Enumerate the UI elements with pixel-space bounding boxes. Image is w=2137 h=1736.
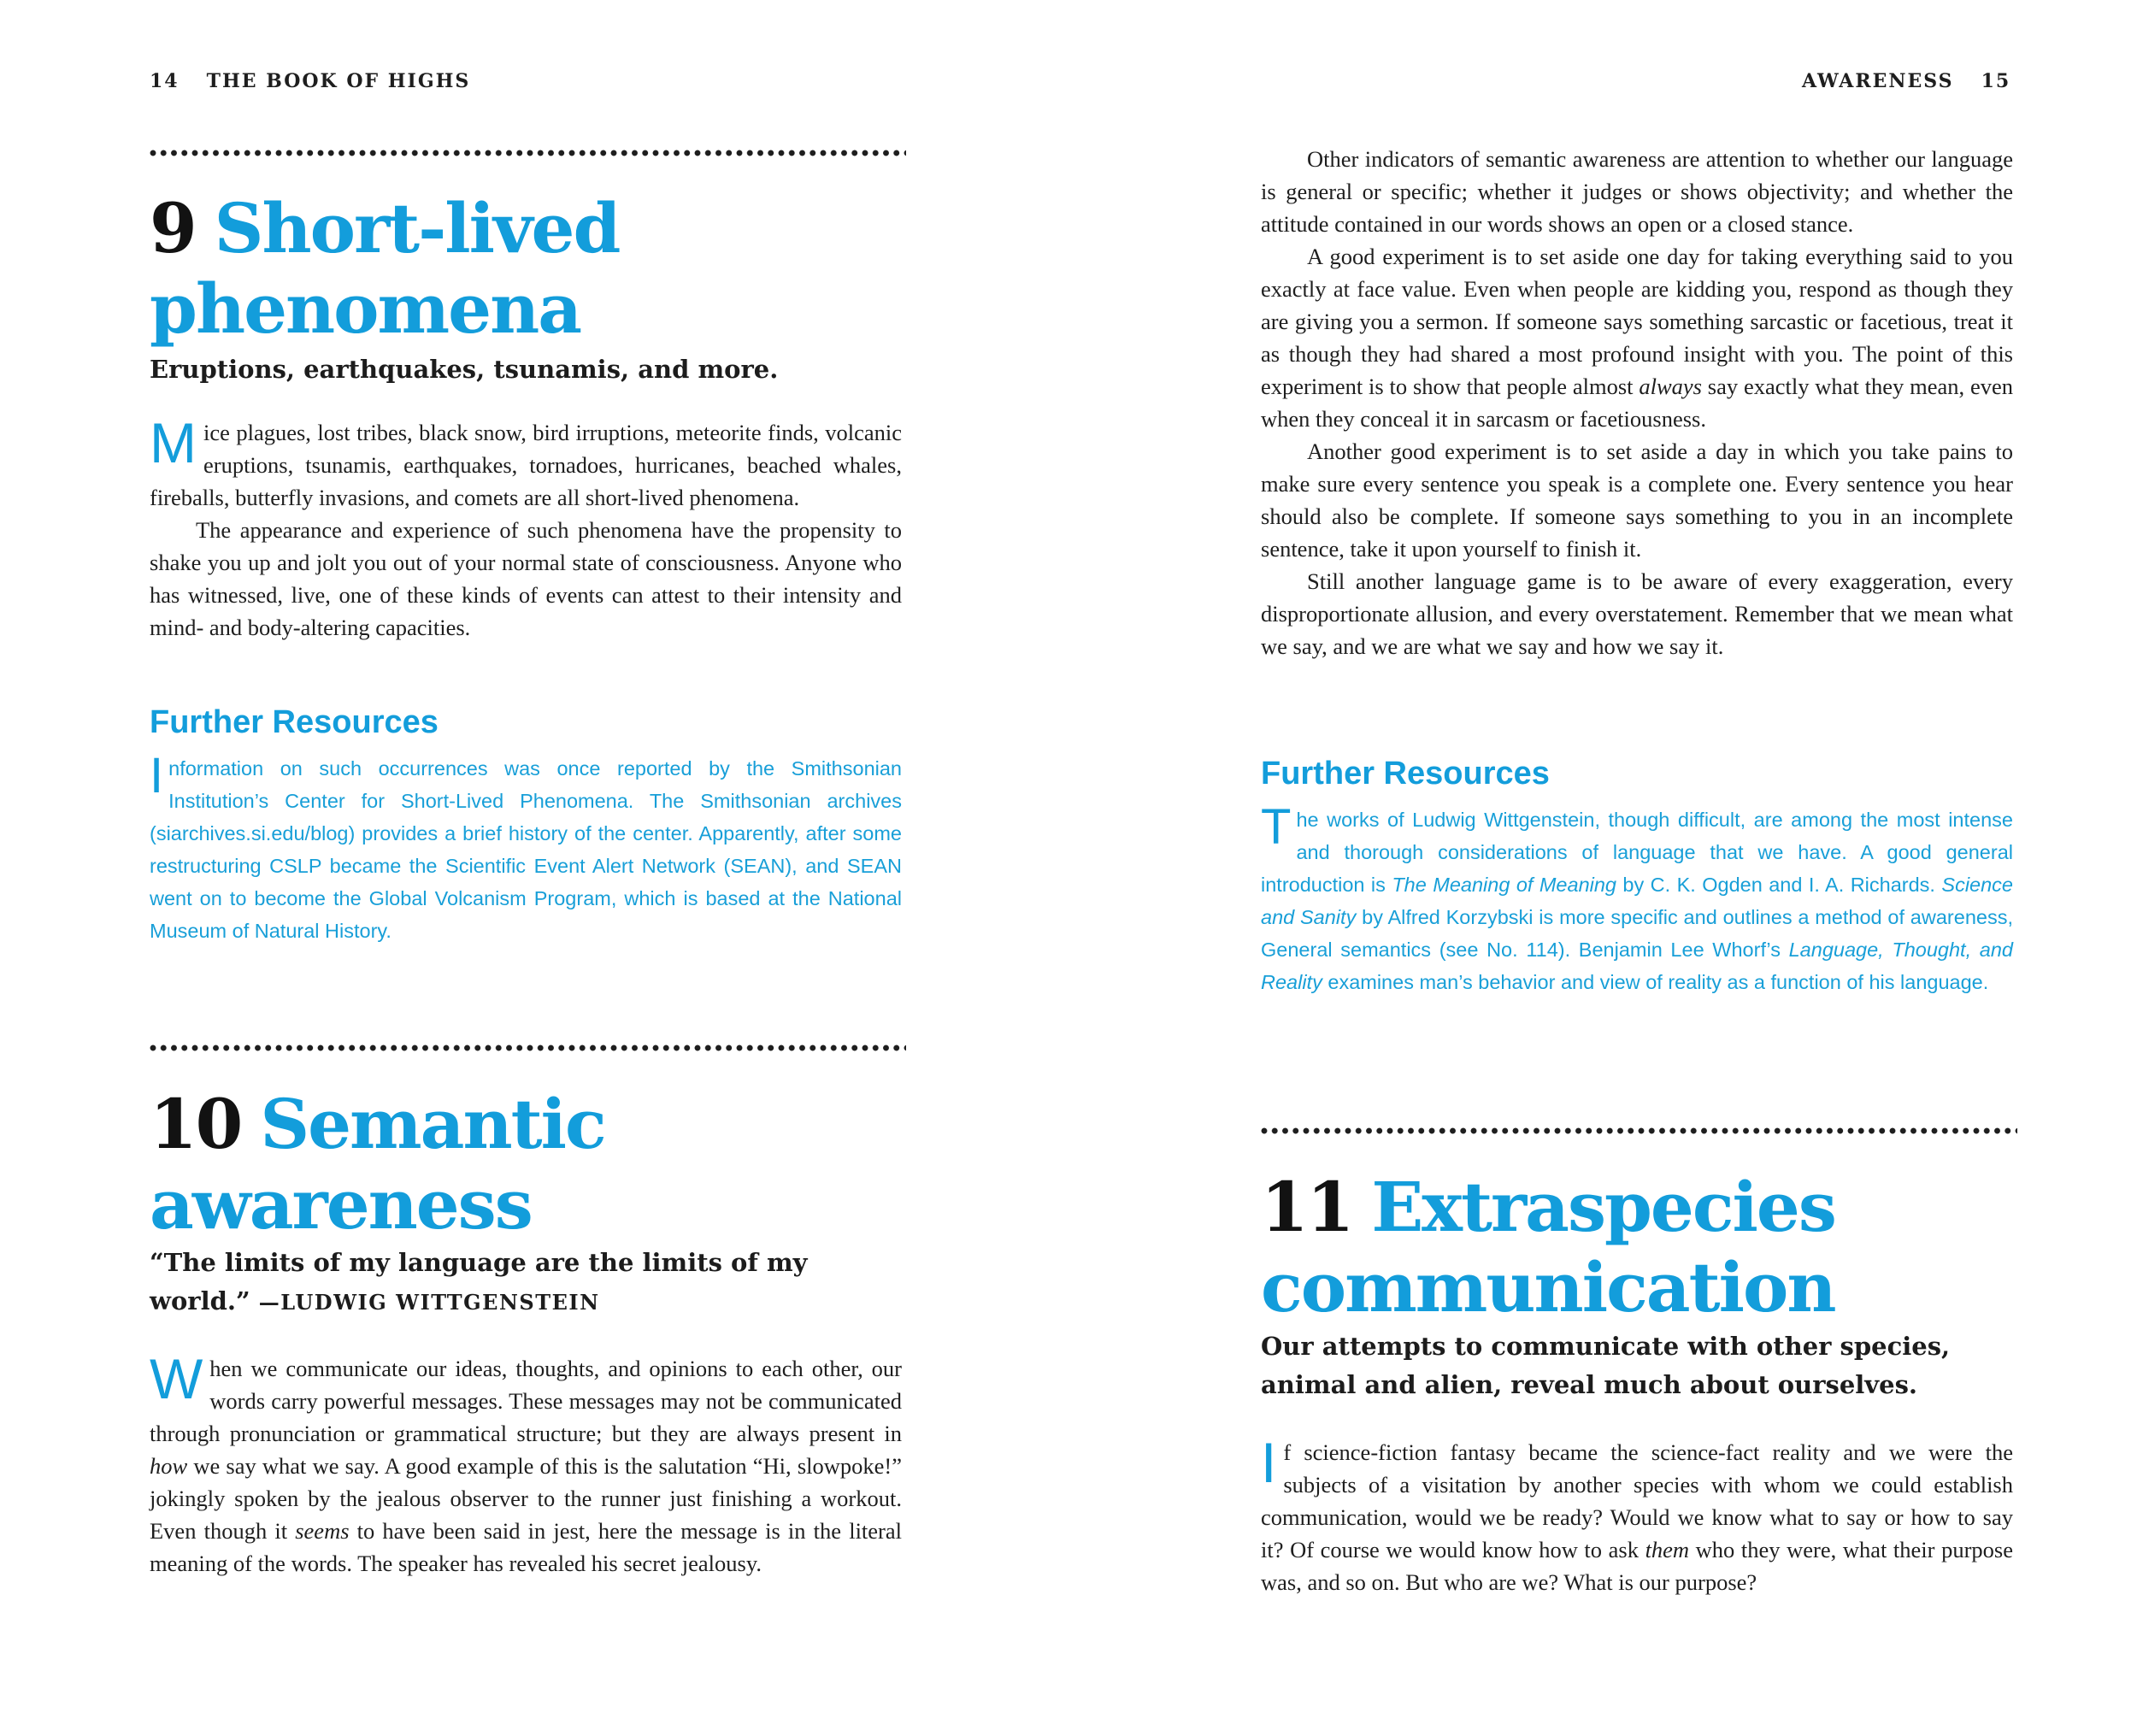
section-9-heading: [150, 188, 619, 349]
section-divider: [150, 150, 906, 156]
page-number: 14: [150, 70, 180, 92]
section-epigraph: [150, 1244, 902, 1321]
left-page: [0, 0, 1068, 1736]
book-title: THE BOOK OF HIGHS: [206, 70, 471, 92]
section-divider: [150, 1045, 906, 1051]
section-10-heading: [150, 1084, 605, 1245]
semantic-awareness-continued: [1261, 143, 2013, 662]
drop-cap: M: [150, 411, 197, 474]
section-number: 11: [1261, 1167, 1353, 1247]
section-10-body: [150, 1347, 903, 1580]
drop-cap: I: [1261, 1431, 1277, 1494]
section-11-body: [1261, 1431, 2013, 1598]
drop-cap: I: [150, 748, 164, 803]
page-number: 15: [1981, 70, 2011, 92]
section-title: Short-lived: [214, 188, 620, 268]
section-title: Extraspecies: [1371, 1167, 1835, 1247]
epigraph-quote: “The limits of my language are the limits of my world.”: [150, 1248, 808, 1315]
section-number: 10: [150, 1084, 242, 1164]
drop-cap: W: [150, 1347, 203, 1410]
body-paragraph: Mice plagues, lost tribes, black snow, bird irruptions, meteorite finds, volcanic eruptions, tsunamis, earthquakes, tornadoes, hurricanes, beached whales, fireballs, butterfly invasions, and comets are all short-lived phenomena.: [150, 411, 902, 510]
right-page: [1068, 0, 2137, 1736]
body-paragraph: Another good experiment is to set aside a day in which you take pains to make sure every sentence you speak is a complete one. Every sentence you hear should also be complete. If someone says something to you in an incomplete sentence, take it upon yourself to finish it.: [1261, 438, 2013, 562]
section-divider: [1261, 1127, 2017, 1134]
section-running-title: AWARENESS: [1802, 70, 1954, 92]
section-9-body: [150, 411, 902, 644]
section-title: communication: [1261, 1247, 1835, 1327]
further-resources-heading: Further Resources: [150, 704, 439, 740]
section-number: 9: [150, 188, 196, 268]
section-title: awareness: [150, 1164, 532, 1245]
body-paragraph: If science-fiction fantasy became the science-fact reality and we were the subjects of a visitation by another species with whom we could establish communication, would we be ready? Would we know what to say or how to say it? Of course we would know how to ask them who they were, what their purpose was, and so on. But who are we? What is our purpose?: [1261, 1431, 2013, 1595]
running-head-left: [150, 70, 470, 92]
body-paragraph: The appearance and experience of such phenomena have the propensity to shake you up and jolt you out of your normal state of consciousness. Anyone who has witnessed, live, one of these kinds of events can attest to their intensity and mind- and body-altering capacities.: [150, 517, 902, 640]
running-head-right: [1802, 70, 2010, 92]
section-title: phenomena: [150, 268, 581, 349]
further-resources-heading: Further Resources: [1261, 756, 1550, 791]
body-paragraph: When we communicate our ideas, thoughts, and opinions to each other, our words carry powerful messages. These messages may not be communicated through pronunciation or grammatical structure; but they are always present in how we say what we say. A good example of this is the salutation “Hi, slowpoke!” jokingly spoken by the jealous observer to the runner just finishing a workout. Even though it seems to have been said in jest, here the message is in the literal meaning of the words. The speaker has revealed his secret jealousy.: [150, 1347, 903, 1576]
section-subtitle: Our attempts to communicate with other species, animal and alien, reveal much about ourselves.: [1261, 1332, 1951, 1399]
body-paragraph: Still another language game is to be aware of every exaggeration, every disproportionate allusion, and every overstatement. Remember that we mean what we say, and we are what we say and how we say it.: [1261, 568, 2013, 659]
drop-cap: T: [1261, 799, 1292, 855]
section-subtitle: Eruptions, earthquakes, tsunamis, and more.: [150, 355, 779, 384]
epigraph-attribution: —LUDWIG WITTGENSTEIN: [258, 1290, 600, 1315]
further-resources-text: Information on such occurrences was once reported by the Smithsonian Institution’s Center for Short-Lived Phenomena. The Smithsonian archives (siarchives.si.edu/blog) provides a brief history of the center. Apparently, after some restructuring CSLP became the Scientific Event Alert Network (SEAN), and SEAN went on to become the Global Volcanism Program, which is based at the National Museum of Natural History.: [150, 748, 902, 942]
body-paragraph: A good experiment is to set aside one day for taking everything said to you exactly at face value. Even when people are kidding you, respond as though they are giving you a sermon. If someone says something sarcastic or facetious, treat it as though they had shared a most profound insight with you. The point of this experiment is to show that people almost always say exactly what they mean, even when they conceal it in sarcasm or facetiousness.: [1261, 244, 2013, 432]
further-resources-text: The works of Ludwig Wittgenstein, though difficult, are among the most intense and thorough considerations of language that we have. A good general introduction is The Meaning of Meaning by C. K. Ogden and I. A. Richards. Science and Sanity by Alfred Korzybski is more specific and outlines a method of awareness, General semantics (see No. 114). Benjamin Lee Whorf’s Language, Thought, and Reality examines man’s behavior and view of reality as a function of his language.: [1261, 799, 2013, 993]
section-title: Semantic: [260, 1084, 605, 1164]
section-11-heading: [1261, 1167, 1835, 1327]
body-paragraph: Other indicators of semantic awareness are attention to whether our language is general or specific; whether it judges or shows objectivity; and whether the attitude contained in our words shows an open or a closed stance.: [1261, 146, 2013, 237]
